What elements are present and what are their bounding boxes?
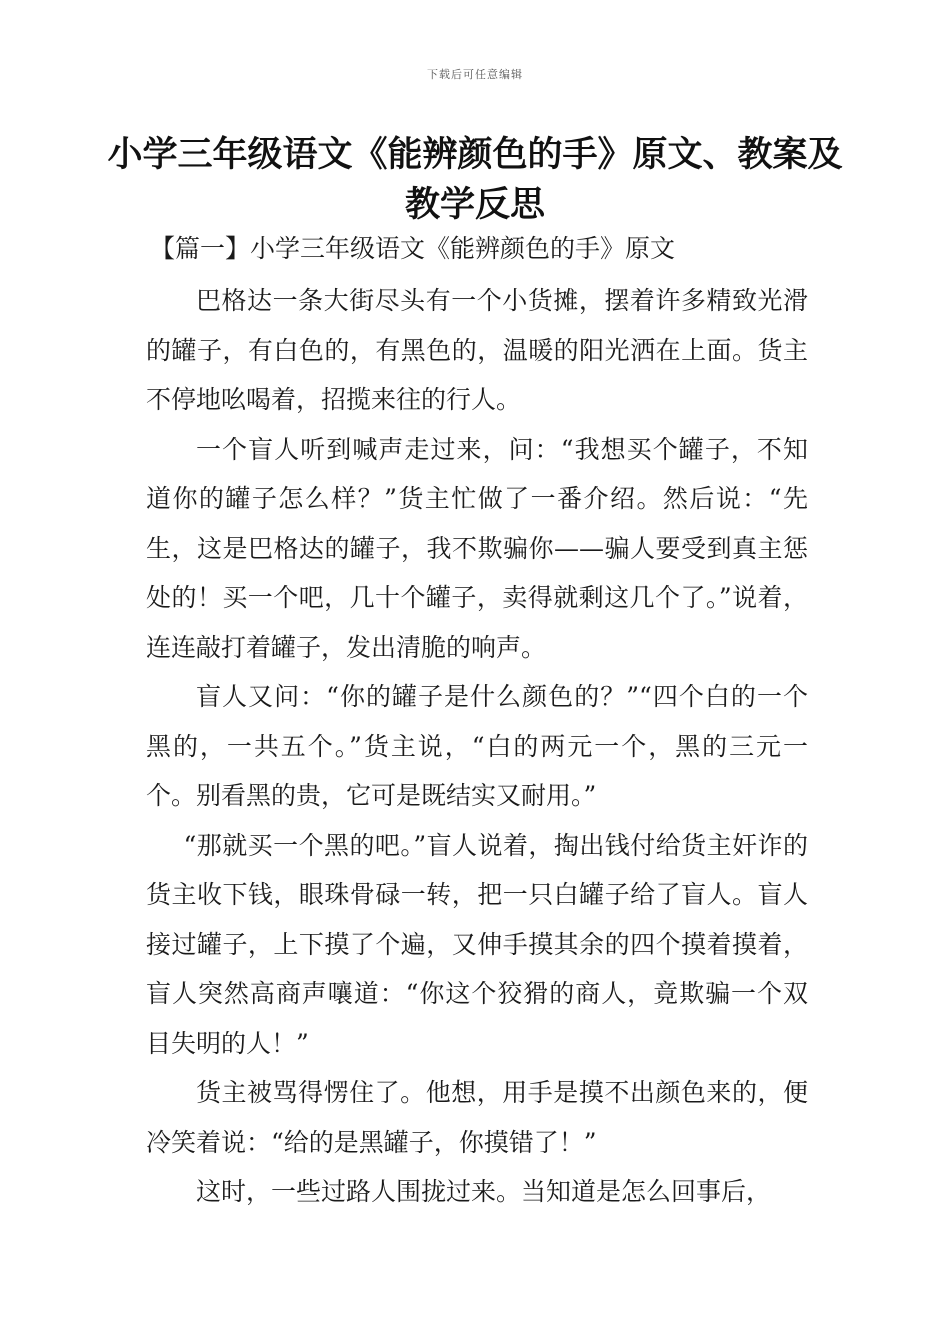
header-note: 下载后可任意编辑 [427,68,523,81]
paragraph: “那就买一个黑的吧。”盲人说着，掏出钱付给货主奸诈的货主收下钱，眼珠骨碌一转，把一只白罐子给了盲人。盲人接过罐子，上下摸了个遍，又伸手摸其余的四个摸着摸着，盲人突然高商声嚷道：“你这个狡猾的商人，竟欺骗一个双目失明的人！” [146,830,808,1058]
section-heading: 【篇一】小学三年级语文《能辨颜色的手》原文 [150,234,676,263]
article-body [146,276,808,1217]
paragraph: 一个盲人听到喊声走过来，问：“我想买个罐子，不知道你的罐子怎么样？”货主忙做了一番介绍。然后说：“先生，这是巴格达的罐子，我不欺骗你——骗人要受到真主惩处的！买一个吧，几十个罐子，卖得就剩这几个了。”说着，连连敲打着罐子，发出清脆的响声。 [146,434,808,662]
paragraph: 货主被骂得愣住了。他想，用手是摸不出颜色来的，便冷笑着说：“给的是黑罐子，你摸错了！” [146,1078,808,1157]
paragraph: 这时，一些过路人围拢过来。当知道是怎么回事后， [196,1177,772,1206]
paragraph: 盲人又问：“你的罐子是什么颜色的？”“四个白的一个黑的，一共五个。”货主说，“白的两元一个，黑的三元一个。别看黑的贵，它可是既结实又耐用。” [146,682,808,810]
document-title: 小学三年级语文《能辨颜色的手》原文、教案及教学反思 [107,135,843,225]
paragraph: 巴格达一条大街尽头有一个小货摊，摆着许多精致光滑的罐子，有白色的，有黑色的，温暖的阳光洒在上面。货主不停地吆喝着，招揽来往的行人。 [146,286,808,414]
